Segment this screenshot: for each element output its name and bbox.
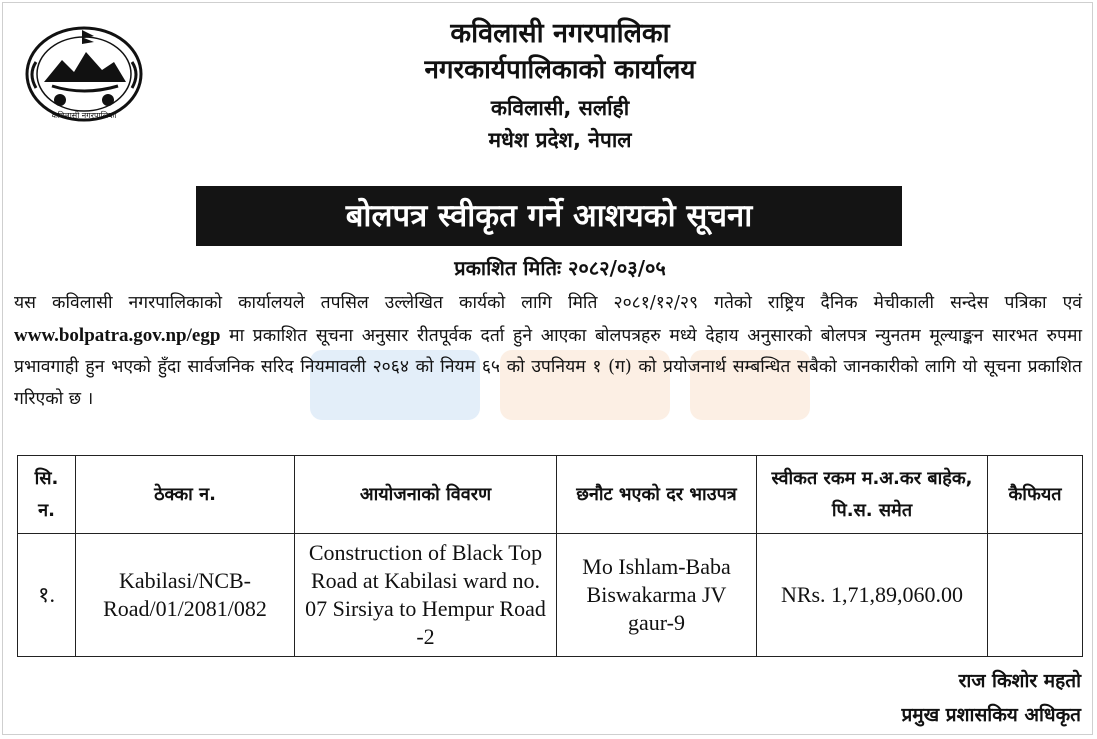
cell-bidder: Mo Ishlam-Baba Biswakarma JV gaur-9 <box>557 534 757 657</box>
table-row <box>18 534 1083 657</box>
tender-table <box>17 455 1083 657</box>
published-date: २०८२/०३/०५ <box>567 256 666 280</box>
office-location: कविलासी, सर्लाही <box>490 96 630 120</box>
published-date-line <box>300 253 820 283</box>
letterhead <box>300 16 820 156</box>
table-header-row <box>18 456 1083 534</box>
cell-sn: १. <box>18 534 76 657</box>
published-label: प्रकाशित मितिः <box>454 256 562 280</box>
emblem-caption: कविलासी नगरपालिका <box>51 111 117 120</box>
signer-name: राज किशोर महतो <box>958 670 1081 692</box>
cell-project: Construction of Black Top Road at Kabilasi ward no. 07 Sirsiya to Hempur Road -2 <box>295 534 557 657</box>
notice-title: बोलपत्र स्वीकृत गर्ने आशयको सूचना <box>196 186 902 246</box>
municipality-emblem <box>22 22 146 126</box>
signature-block <box>901 664 1081 732</box>
notice-body <box>14 288 1082 415</box>
notice-body-part1: यस कविलासी नगरपालिकाको कार्यालयले तपसिल उल्लेखित कार्यको लागि मिति २०८१/१२/२९ गतेको राष्ट्रिय दैनिक मेचीकाली सन्देस पत्रिका एवं <box>14 293 1082 313</box>
header-remarks: कैफियत <box>988 456 1083 534</box>
cell-amount: NRs. 1,71,89,060.00 <box>757 534 988 657</box>
header-sn: सि. न. <box>18 456 76 534</box>
cell-contract-no: Kabilasi/NCB-Road/01/2081/082 <box>76 534 295 657</box>
header-project: आयोजनाको विवरण <box>295 456 557 534</box>
notice-body-part2: मा प्रकाशित सूचना अनुसार रीतपूर्वक दर्ता हुने आएका बोलपत्रहरु मध्ये देहाय अनुसारको बोलपत्र न्युनतम मूल्याङ्कन सारभत रुपमा प्रभावगाही हुन भएको हुँदा सार्वजनिक सरिद नियमावली २०६४ को नियम ६५ को उपनियम १ (ग) को प्रयोजनार्थ सम्बन्धित सबैको जानकारीको लागि यो सूचना प्रकाशित गरिएको छ । <box>14 325 1082 409</box>
signer-designation: प्रमुख प्रशासकिय अधिकृत <box>901 704 1081 726</box>
office-name: नगरकार्यपालिकाको कार्यालय <box>424 55 696 85</box>
cell-remarks <box>988 534 1083 657</box>
header-bidder: छनौट भएको दर भाउपत्र <box>557 456 757 534</box>
header-amount: स्वीकत रकम म.अ.कर बाहेक, पि.स. समेत <box>757 456 988 534</box>
office-province: मधेश प्रदेश, नेपाल <box>488 128 632 152</box>
municipality-name: कविलासी नगरपालिका <box>450 18 670 49</box>
header-contract-no: ठेक्का न. <box>76 456 295 534</box>
bolpatra-url: www.bolpatra.gov.np/egp <box>14 324 221 346</box>
